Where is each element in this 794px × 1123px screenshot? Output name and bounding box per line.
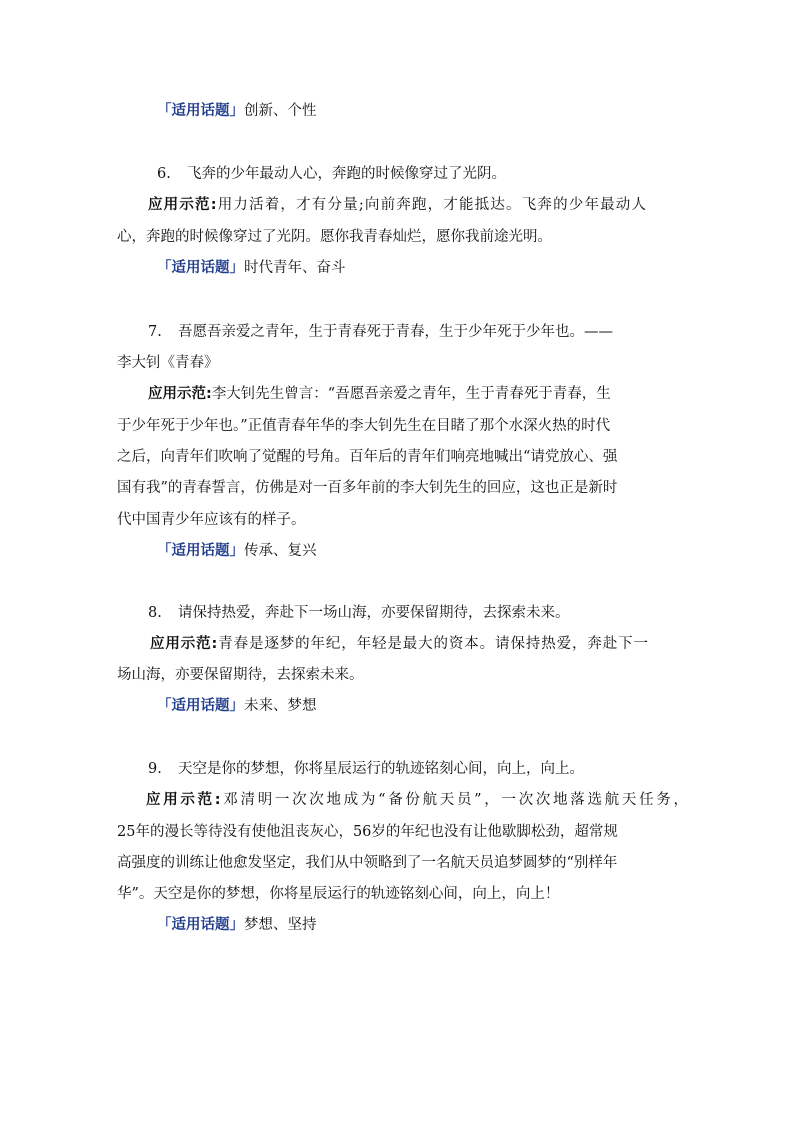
topic-line [157,258,346,278]
example-label: 应用示范: [146,792,221,808]
example-line [117,416,610,436]
item-number: 7. [148,324,162,340]
example-text: 于少年死于少年也。”正值青春年华的李大钊先生在目睹了那个水深火热的时代 [117,418,611,434]
example-text: 青春是逐梦的年纪，年轻是最大的资本。请保持热爱，奔赴下一 [217,636,648,652]
topic-text: 传承、复兴 [244,543,317,559]
item-number: 9. [148,761,162,777]
topic-text: 创新、个性 [244,103,317,119]
example-line [117,822,618,842]
example-line [146,790,688,810]
example-line [148,195,646,215]
example-line [117,447,617,467]
example-line [117,665,364,685]
topic-label: 「适用话题」 [157,543,244,559]
example-text: 邓清明一次次地成为“备份航天员”，一次次地落选航天任务， [220,792,688,808]
example-text: 25年的漫长等待没有使他沮丧灰心，56岁的年纪也没有让他歇脚松劲，超常规 [117,824,618,840]
topic-line [157,696,317,716]
example-text: 李大钊先生曾言：“吾愿吾亲爱之青年，生于青春死于青春，生 [211,386,611,402]
quote-text: 天空是你的梦想，你将星辰运行的轨迹铭刻心间，向上，向上。 [178,761,584,777]
topic-line [157,101,317,121]
example-line [117,478,617,498]
quote-text: 李大钊《青春》 [117,355,219,371]
topic-line [157,541,317,561]
example-text: 华”。天空是你的梦想，你将星辰运行的轨迹铭刻心间，向上，向上！ [117,886,560,902]
item-number: 6. [157,166,171,182]
example-line [117,853,617,873]
topic-text: 未来、梦想 [244,698,317,714]
topic-text: 时代青年、奋斗 [244,260,346,276]
example-label: 应用示范: [148,386,212,402]
quote-text: 吾愿吾亲爱之青年，生于青春死于青春，生于少年死于少年也。—— [178,324,613,340]
topic-text: 梦想、坚持 [244,917,317,933]
topic-label: 「适用话题」 [157,260,244,276]
topic-label: 「适用话题」 [157,698,244,714]
example-text: 用力活着，才有分量;向前奔跑，才能抵达。飞奔的少年最动人 [216,197,646,213]
example-text: 代中国青少年应该有的样子。 [117,512,306,528]
example-line [148,384,611,404]
quote-line [148,603,570,623]
quote-line [157,164,506,184]
quote-text: 请保持热爱，奔赴下一场山海，亦要保留期待，去探索未来。 [178,605,570,621]
example-text: 国有我”的青春誓言，仿佛是对一百多年前的李大钊先生的回应，这也正是新时 [117,480,618,496]
example-text: 之后，向青年们吹响了觉醒的号角。百年后的青年们响亮地喊出“请党放心、强 [117,449,618,465]
topic-line [157,915,317,935]
topic-label: 「适用话题」 [157,917,244,933]
quote-line [148,322,613,342]
example-line [117,510,306,530]
quote-line [148,759,584,779]
example-line [150,634,648,654]
topic-label: 「适用话题」 [157,103,244,119]
example-line [117,884,559,904]
example-label: 应用示范: [148,197,217,213]
quote-text: 飞奔的少年最动人心，奔跑的时候像穿过了光阴。 [187,166,506,182]
quote-line [117,353,219,373]
example-text: 场山海，亦要保留期待，去探索未来。 [117,667,364,683]
example-text: 高强度的训练让他愈发坚定，我们从中领略到了一名航天员追梦圆梦的“别样年 [117,855,618,871]
example-label: 应用示范: [150,636,218,652]
example-text: 心，奔跑的时候像穿过了光阴。愿你我青春灿烂，愿你我前途光明。 [117,229,552,245]
example-line [117,227,552,247]
item-number: 8. [148,605,162,621]
